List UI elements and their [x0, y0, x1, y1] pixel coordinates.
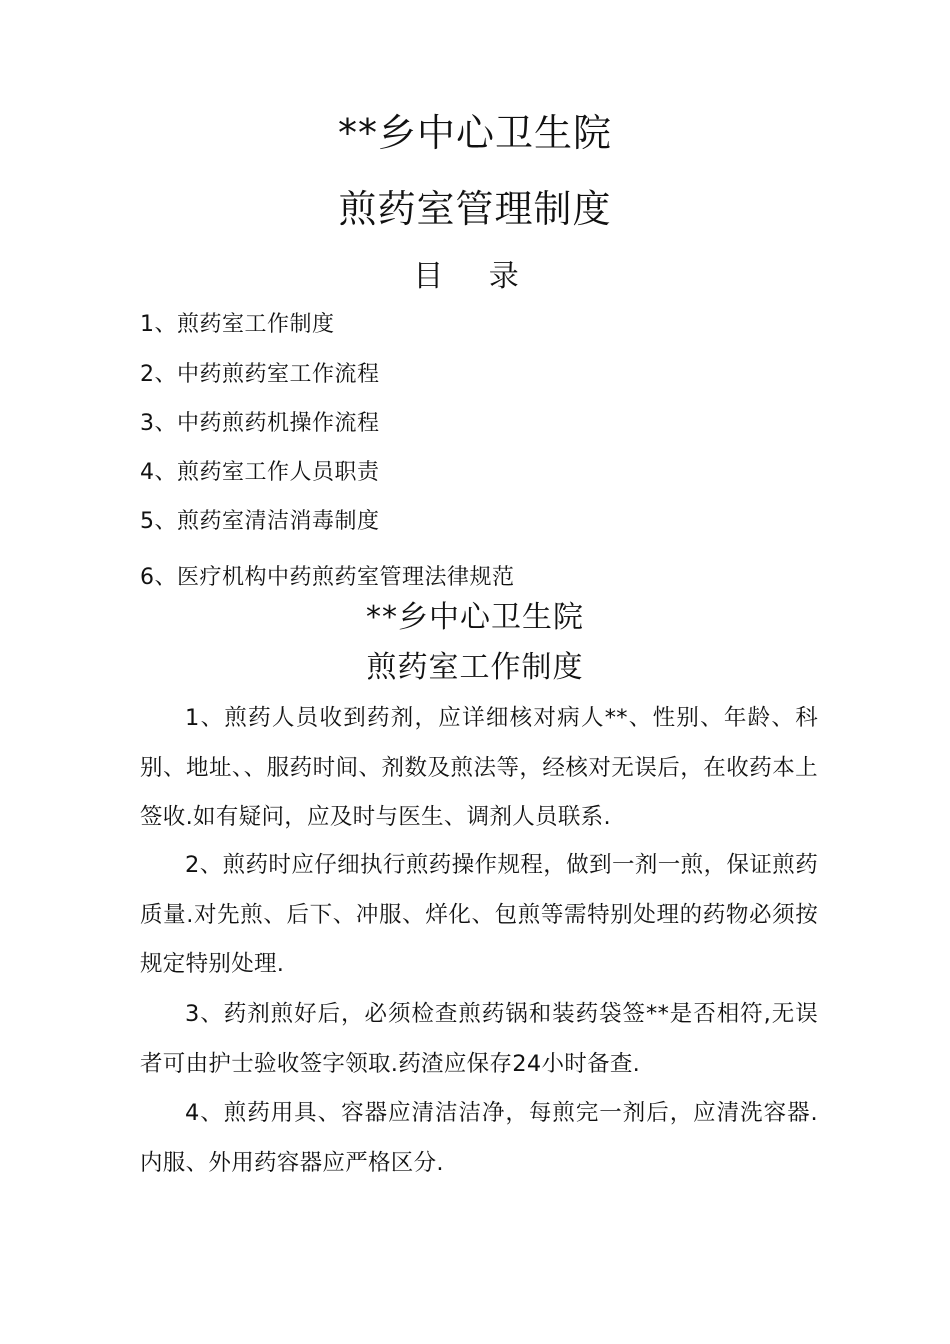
body-paragraph: 4、煎药用具、容器应清洁洁净，每煎完一剂后，应清洗容器.内服、外用药容器应严格区分.: [140, 1100, 818, 1176]
toc-item: 2、中药煎药室工作流程: [140, 362, 380, 387]
document-title: 煎药室管理制度: [338, 187, 612, 231]
toc-item: 4、煎药室工作人员职责: [140, 460, 380, 485]
toc-item: 5、煎药室清洁消毒制度: [140, 509, 380, 534]
section-title: 煎药室工作制度: [366, 650, 584, 685]
section-org-name: **乡中心卫生院: [366, 600, 584, 635]
toc-heading: 目 录: [413, 259, 537, 294]
toc-item: 3、中药煎药机操作流程: [140, 411, 380, 436]
body-paragraph: 3、药剂煎好后，必须检查煎药锅和装药袋签**是否相符,无误者可由护士验收签字领取.药渣应保存24小时备查.: [140, 1001, 818, 1077]
body-paragraph: 1、煎药人员收到药剂，应详细核对病人**、性别、年龄、科别、地址、、服药时间、剂数及煎法等，经核对无误后，在收药本上签收.如有疑问，应及时与医生、调剂人员联系.: [140, 705, 818, 830]
toc-item: 1、煎药室工作制度: [140, 312, 335, 337]
toc-item: 6、医疗机构中药煎药室管理法律规范: [140, 565, 515, 590]
body-paragraph: 2、煎药时应仔细执行煎药操作规程，做到一剂一煎，保证煎药质量.对先煎、后下、冲服、烊化、包煎等需特别处理的药物必须按规定特别处理.: [140, 852, 818, 977]
org-name-heading: **乡中心卫生院: [337, 111, 612, 155]
